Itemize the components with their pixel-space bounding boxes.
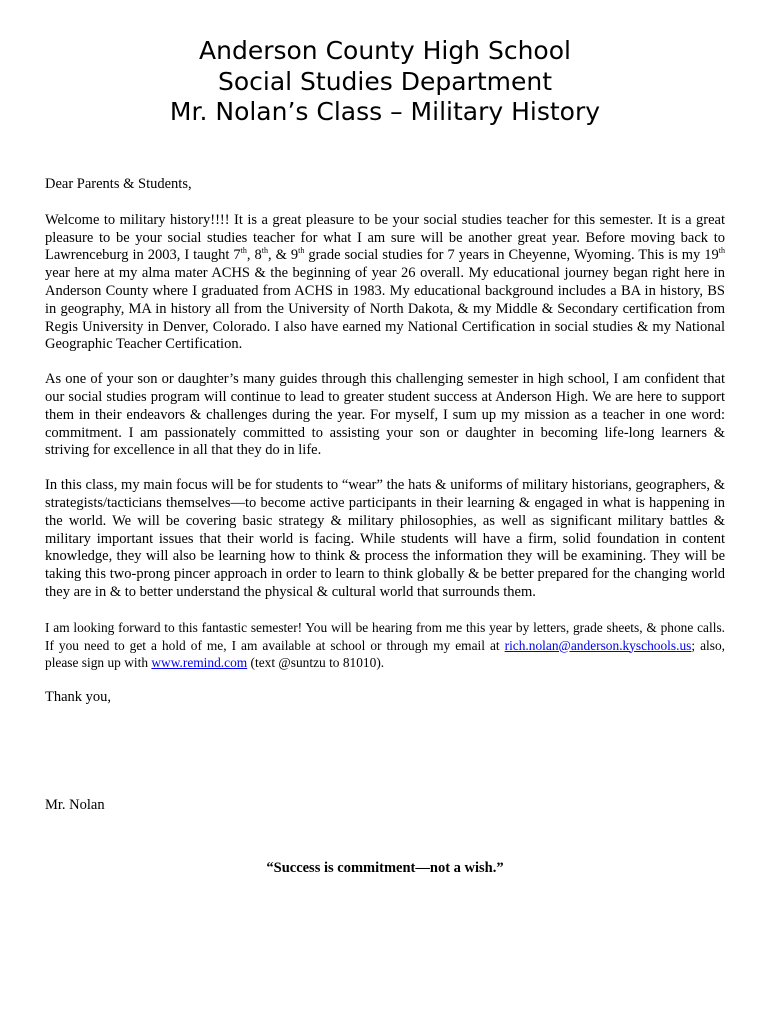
p1-text-e: year here at my alma mater ACHS & the beginning of year 26 overall. My educational journey began right here in Anderson County where I graduated from ACHS in 1983. My educational background includes a BA in history, BS in geography, MA in history all from the University of North Dakota, & my Middle & Secondary certification from Regis University in Denver, Colorado. I also have earned my National Certification in social studies & my National Geographic Teacher Certification. [45,265,725,353]
p1-text-b: , 8 [246,247,262,264]
email-link[interactable]: rich.nolan@anderson.kyschools.us [504,637,692,653]
class-name: Mr. Nolan’s Class – Military History [169,97,601,126]
letter-body [45,176,725,707]
p1-sup-1: th [240,246,247,256]
p4-text-b: ; also, please sign up with [45,637,725,671]
remind-link[interactable]: www.remind.com [151,655,248,671]
paragraph-intro [45,212,725,354]
closing: Thank you, [45,689,112,706]
p4-text-c: (text @suntzu to 81010). [247,655,385,671]
motto-quote: “Success is commitment—not a wish.” [266,860,504,876]
paragraph-mission: As one of your son or daughter’s many guides through this challenging semester in high school, I am confident that our social studies program will continue to lead to greater student success at Anderson High. We are here to support them in their endeavors & challenges during the year. For myself, I sum up my mission as a teacher in one word: commitment. I am passionately committed to assisting your son or daughter in becoming life-long learners & striving for excellence in all that they do in life. [45,371,725,459]
p1-text-c: , & 9 [267,247,299,264]
paragraph-contact [45,619,725,672]
p1-text-a: Welcome to military history!!!! It is a great pleasure to be your social studies teacher for this semester. It is a great pleasure to be your social studies teacher for what I am sure will be another great year. Before moving back to Lawrenceburg in 2003, I taught 7 [45,211,725,264]
greeting: Dear Parents & Students, [45,176,192,192]
p4-text-a: I am looking forward to this fantastic semester! You will be hearing from me this year by letters, grade sheets, & phone calls. If you need to get a hold of me, I am available at school or through my email at [45,619,725,653]
p1-sup-3: th [298,246,305,256]
letterhead [0,36,770,128]
department-name: Social Studies Department [217,66,553,96]
school-name: Anderson County High School [199,36,571,65]
p1-text-d: grade social studies for 7 years in Cheyenne, Wyoming. This is my 19 [304,247,719,264]
signature: Mr. Nolan [45,797,105,813]
paragraph-class-focus: In this class, my main focus will be for students to “wear” the hats & uniforms of military historians, geographers, & strategists/tacticians themselves—to become active participants in their learning & engaged in what is happening in the world. We will be covering basic strategy & military philosophies, as well as significant military battles & military important issues that their world is facing. While students will have a firm, solid foundation in content knowledge, they will also be learning how to think & process the information they will be examining. They will be taking this two-prong pincer approach in order to learn to think globally & be better prepared for the changing world they are in & to better understand the physical & cultural world that surrounds them. [45,477,725,600]
p1-sup-4: th [718,246,726,256]
p1-sup-2: th [261,246,268,256]
